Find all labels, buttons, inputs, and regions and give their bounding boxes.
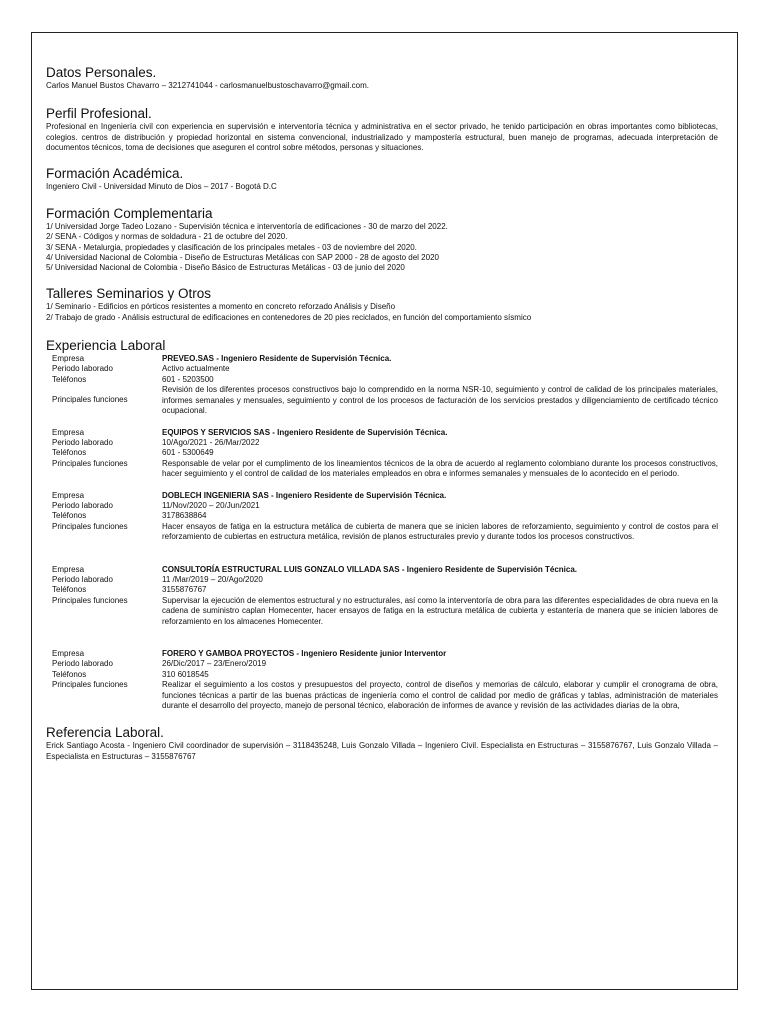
- label-phones: Teléfonos: [52, 669, 87, 679]
- label-phones: Teléfonos: [52, 374, 87, 384]
- job-phone: 310 6018545: [162, 669, 209, 679]
- label-period: Periodo laborado: [52, 364, 113, 374]
- job-period: 11/Nov/2020 – 20/Jun/2021: [162, 500, 260, 510]
- list-item: 5/ Universidad Nacional de Colombia - Diseño Básico de Estructuras Metálicas - 03 de junio del 2020: [46, 263, 405, 273]
- job-period-row: [46, 575, 718, 585]
- section-title-personal: Datos Personales.: [46, 65, 157, 80]
- personal-line: Carlos Manuel Bustos Chavarro – 3212741044 - carlosmanuelbustoschavarro@gmail.com.: [46, 81, 369, 90]
- job-functions-row: [46, 680, 718, 711]
- job-entry: [46, 649, 718, 711]
- list-item: 1/ Universidad Jorge Tadeo Lozano - Supervisión técnica e interventoría de edificaciones - 30 de marzo del 2022.: [46, 221, 448, 231]
- section-reference: [46, 725, 718, 763]
- section-title-complementary: Formación Complementaria: [46, 205, 213, 221]
- section-workshops: [46, 286, 718, 323]
- job-period: 11 /Mar/2019 – 20/Ago/2020: [162, 574, 263, 584]
- section-education: [46, 166, 718, 193]
- job-functions: Supervisar la ejecución de elementos estructural y no estructurales, así como la interventoría de obra para las diferentes especialidades de obra nueva en la cadena de suministro caplan Homecenter, hacer ensayos de fatiga en la estructura metálica de cubierta y estantería de manera que se inicien labores de reforzamiento en los almacenes Homecenter.: [162, 595, 718, 626]
- job-phone: 3178638864: [162, 511, 207, 521]
- label-company: Empresa: [52, 354, 85, 364]
- job-period-row: [46, 438, 718, 448]
- job-phone: 601 - 5300649: [162, 448, 214, 458]
- job-period-row: [46, 364, 718, 374]
- job-entry: [46, 491, 718, 543]
- job-period: Activo actualmente: [162, 364, 230, 374]
- section-title-reference: Referencia Laboral.: [46, 725, 164, 741]
- label-period: Periodo laborado: [52, 500, 113, 510]
- job-company-row: [46, 565, 718, 575]
- list-item: 1/ Seminario - Edificios en pórticos resistentes a momento en concreto reforzado Análisis y Diseño: [46, 302, 396, 312]
- section-title-education: Formación Académica.: [46, 166, 184, 182]
- label-phones: Teléfonos: [52, 585, 87, 595]
- job-period-row: [46, 501, 718, 511]
- job-company: FORERO Y GAMBOA PROYECTOS - Ingeniero Residente junior Interventor: [162, 649, 447, 658]
- label-period: Periodo laborado: [52, 574, 113, 584]
- education-line: Ingeniero Civil - Universidad Minuto de Dios – 2017 - Bogotá D.C: [46, 182, 277, 192]
- section-experience: [46, 338, 718, 711]
- label-company: Empresa: [52, 490, 85, 500]
- job-phone-row: [46, 670, 718, 680]
- job-phone-row: [46, 511, 718, 521]
- list-item: 2/ SENA - Códigos y normas de soldadura - 21 de octubre del 2020.: [46, 232, 288, 242]
- section-title-workshops: Talleres Seminarios y Otros: [46, 286, 212, 302]
- label-company: Empresa: [52, 564, 85, 574]
- label-functions: Principales funciones: [52, 521, 128, 531]
- job-entry: [46, 565, 718, 627]
- job-functions-row: [46, 385, 718, 416]
- job-period-row: [46, 659, 718, 669]
- list-item: 3/ SENA - Metalurgia, propiedades y clasificación de los principales metales - 03 de noviembre del 2020.: [46, 242, 417, 252]
- section-profile: [46, 106, 718, 154]
- label-functions: Principales funciones: [52, 458, 128, 468]
- label-phones: Teléfonos: [52, 511, 87, 521]
- job-functions: Revisión de los diferentes procesos constructivos bajo lo comprendido en la norma NSR-10, seguimiento y control de calidad de los principales materiales, informes semanales y mensuales, seguimiento y control de los procesos de facturación de los servicios prestados y diligenciamiento de certificado técnico ocupacional.: [162, 385, 718, 416]
- job-functions: Responsable de velar por el cumplimento de los lineamientos técnicos de la obra de acuerdo al reglamento colombiano durante los procesos constructivos, hacer seguimiento y el control de calidad de los materiales empleados en obra e informes semanales y mensuales de lo acontecido en el periodo.: [162, 458, 718, 479]
- document-page: [31, 32, 738, 990]
- list-item: 2/ Trabajo de grado - Análisis estructural de edificaciones en contenedores de 20 pies reciclados, en función del comportamiento sísmico: [46, 312, 532, 322]
- label-period: Periodo laborado: [52, 437, 113, 447]
- job-phone: 601 - 5203500: [162, 374, 214, 384]
- job-entry: [46, 428, 718, 480]
- job-phone-row: [46, 375, 718, 385]
- label-functions: Principales funciones: [52, 680, 128, 690]
- section-complementary: [46, 206, 718, 273]
- job-functions-row: [46, 522, 718, 543]
- job-entry: [46, 354, 718, 416]
- job-company-row: [46, 649, 718, 659]
- job-functions: Hacer ensayos de fatiga en la estructura metálica de cubierta de manera que se inicien labores de reforzamiento, seguimiento y control de costos para el reforzamiento de cubiertas en estructura metálica, revisión de planos estructurales previo y durante todos los procesos constructivos.: [162, 521, 718, 542]
- label-phones: Teléfonos: [52, 448, 87, 458]
- label-functions: Principales funciones: [52, 595, 128, 605]
- document-content: [46, 65, 718, 763]
- job-phone: 3155876767: [162, 585, 207, 595]
- job-company: PREVEO.SAS - Ingeniero Residente de Supervisión Técnica.: [162, 354, 392, 364]
- job-company-row: [46, 354, 718, 364]
- label-company: Empresa: [52, 649, 85, 658]
- job-period: 10/Ago/2021 - 26/Mar/2022: [162, 437, 260, 447]
- job-company-row: [46, 428, 718, 438]
- section-personal: [46, 65, 718, 92]
- job-functions-row: [46, 459, 718, 480]
- job-company: CONSULTORÍA ESTRUCTURAL LUIS GONZALO VILLADA SAS - Ingeniero Residente de Supervisión Técnica.: [162, 564, 578, 574]
- job-functions: Realizar el seguimiento a los costos y presupuestos del proyecto, control de diseños y memorias de cálculo, elaborar y cumplir el cronograma de obra, funciones técnicas a partir de las buenas prácticas de ingeniería como el control de calidad por medio de gráficas y tablas, administración de materiales durante el desarrollo del proyecto, manejo de personal técnico, elaboración de informes de avance y revisión de las actividades diarias de la obra,: [162, 680, 718, 711]
- job-phone-row: [46, 585, 718, 595]
- job-company-row: [46, 491, 718, 501]
- job-company: DOBLECH INGENIERIA SAS - Ingeniero Residente de Supervisión Técnica.: [162, 490, 447, 500]
- list-item: 4/ Universidad Nacional de Colombia - Diseño de Estructuras Metálicas con SAP 2000 - 28 de agosto del 2020: [46, 252, 439, 262]
- label-functions: Principales funciones: [52, 395, 128, 405]
- label-company: Empresa: [52, 427, 85, 437]
- job-functions-row: [46, 596, 718, 627]
- reference-text: Erick Santiago Acosta - Ingeniero Civil coordinador de supervisión – 3118435248, Luis Gonzalo Villada – Ingeniero Civil. Especialista en Estructuras – 3155876767, Luis Gonzalo Villada – Especialista en Estructuras – 3155876767: [46, 741, 718, 762]
- job-period: 26/Dic/2017 – 23/Enero/2019: [162, 659, 267, 669]
- job-company: EQUIPOS Y SERVICIOS SAS - Ingeniero Residente de Supervisión Técnica.: [162, 427, 448, 437]
- section-title-experience: Experiencia Laboral: [46, 338, 166, 354]
- label-period: Periodo laborado: [52, 659, 113, 669]
- job-phone-row: [46, 448, 718, 458]
- profile-text: Profesional en Ingeniería civil con experiencia en supervisión e interventoría técnica y administrativa en el sector privado, he tenido participación en obras importantes como bibliotecas, colegios. centros de distribución y propiedad horizontal en sistema convencional, industrializado y mampostería estructural, buen manejo de programas, adecuada interpretación de documentos técnicos, toma de decisiones que aseguren el control sobre métodos, personas y situaciones.: [46, 121, 718, 153]
- section-title-profile: Perfil Profesional.: [46, 105, 152, 121]
